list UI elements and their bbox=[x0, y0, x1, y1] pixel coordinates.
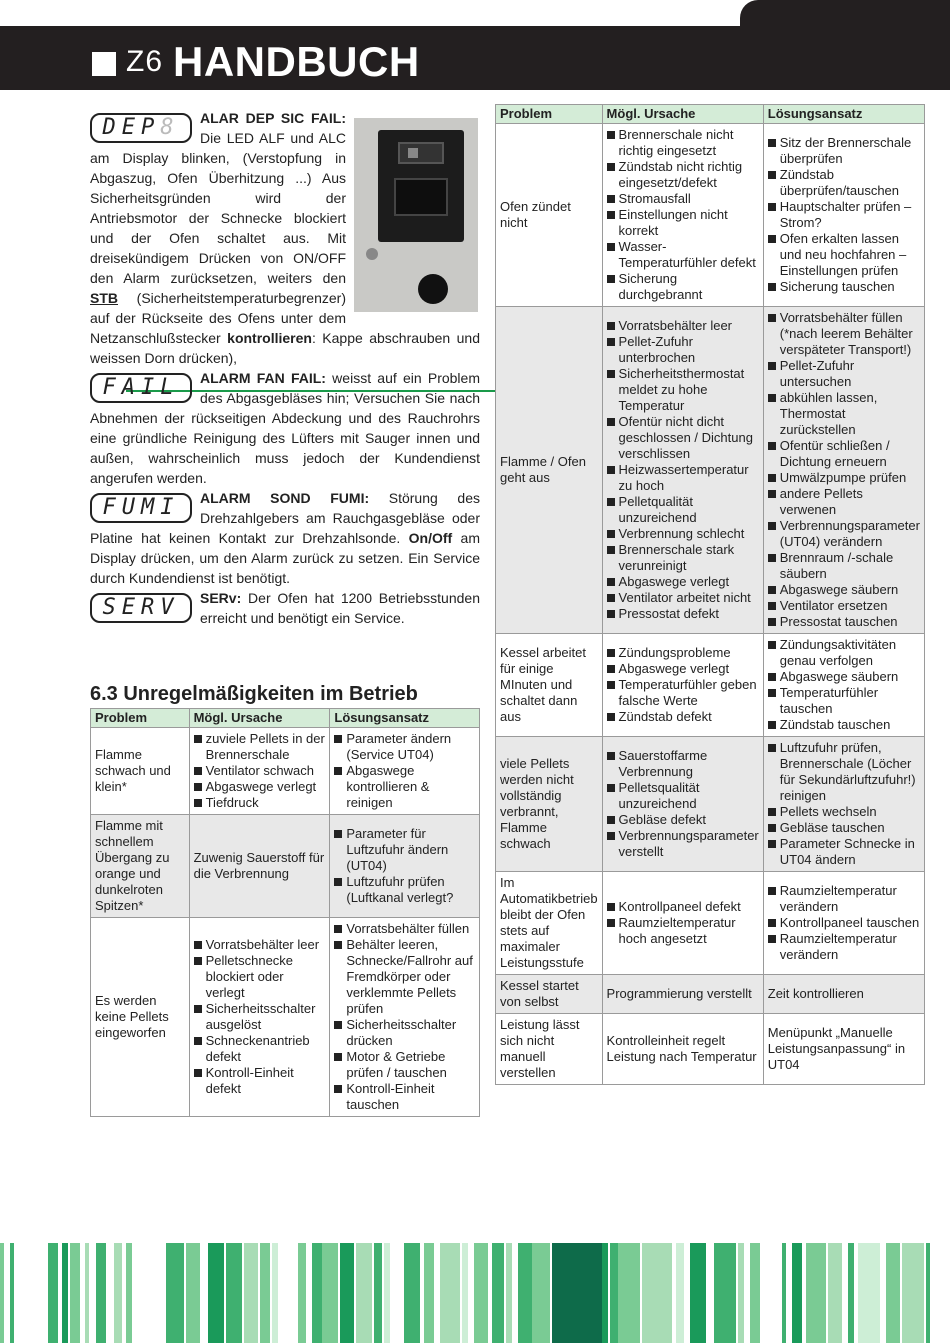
list-item: Kontroll-Einheit defekt bbox=[194, 1065, 326, 1097]
list-item: Verbrennungsparameter (UT04) verändern bbox=[768, 518, 920, 550]
alarm-title: ALAR DEP SIC FAIL: bbox=[200, 110, 346, 126]
stripe bbox=[10, 1243, 14, 1343]
stripe bbox=[642, 1243, 672, 1343]
list-item: Luftzufuhr prüfen, Brennerschale (Löcher für Sekundärluftzufuhr!) reinigen bbox=[768, 740, 920, 804]
solution-cell bbox=[763, 634, 924, 737]
lcd-display-icon: FUMI bbox=[90, 493, 192, 523]
troubleshooting-table-left bbox=[90, 708, 480, 1117]
problem-cell: Kessel arbeitet für einige MInuten und schaltet dann aus bbox=[496, 634, 603, 737]
stripe bbox=[166, 1243, 184, 1343]
table-row bbox=[91, 728, 480, 815]
alarm-title: ALARM SOND FUMI: bbox=[200, 490, 370, 506]
stripe bbox=[404, 1243, 420, 1343]
table-row bbox=[496, 307, 925, 634]
stripe bbox=[676, 1243, 684, 1343]
list-item: Abgaswege verlegt bbox=[607, 661, 759, 677]
cause-cell: Zuwenig Sauerstoff für die Verbrennung bbox=[189, 815, 330, 918]
list-item: Temperaturfühler geben falsche Werte bbox=[607, 677, 759, 709]
list-item: Abgaswege verlegt bbox=[194, 779, 326, 795]
stb-label: STB bbox=[90, 290, 118, 306]
alarm-fan: FAIL ALARM FAN FAIL: weisst auf ein Problem des Abgasgebläses hin; Versuchen Sie nach Abnehmen der rückseitigen Abdeckung und des Rauchrohrs eine gründliche Reinigung des Lüfters mit Sauger innen und außen, wahrscheinlich muss jedoch der Kundendienst angerufen werden. bbox=[90, 370, 480, 486]
list-item: Raumzieltemperatur verändern bbox=[768, 931, 920, 963]
stripe bbox=[750, 1243, 760, 1343]
cause-cell bbox=[189, 728, 330, 815]
lcd-display-icon: DEP8 bbox=[90, 113, 192, 143]
column-header: Mögl. Ursache bbox=[189, 709, 330, 728]
list-item: Ventilator arbeitet nicht bbox=[607, 590, 759, 606]
list-item: Pelletsqualität unzureichend bbox=[607, 780, 759, 812]
list-item: Heizwassertemperatur zu hoch bbox=[607, 462, 759, 494]
solution-cell: Zeit kontrollieren bbox=[763, 975, 924, 1014]
solution-cell bbox=[763, 737, 924, 872]
stripe bbox=[424, 1243, 434, 1343]
alarm-fumi: FUMI ALARM SOND FUMI: Störung des Drehzahlgebers am Rauchgasgebläse oder Platine hat keinen Kontakt zur Drehzahlsonde. On/Off am Display drücken, um den Alarm zurück zu setzen. Ein Service durch Kundendienst ist benötigt. bbox=[90, 490, 480, 586]
stripe bbox=[506, 1243, 512, 1343]
problem-cell: Flamme mit schnellem Übergang zu orange und dunkelroten Spitzen* bbox=[91, 815, 190, 918]
table-row bbox=[496, 634, 925, 737]
list-item: Stromausfall bbox=[607, 191, 759, 207]
stripe bbox=[610, 1243, 618, 1343]
list-item: Abgaswege säubern bbox=[768, 582, 920, 598]
list-item: Pellet-Zufuhr untersuchen bbox=[768, 358, 920, 390]
list-item: Kontrollpaneel tauschen bbox=[768, 915, 920, 931]
stripe bbox=[244, 1243, 258, 1343]
cause-cell: Programmierung verstellt bbox=[602, 975, 763, 1014]
table-row bbox=[496, 872, 925, 975]
list-item: Sicherheitsthermostat meldet zu hohe Temperatur bbox=[607, 366, 759, 414]
stripe bbox=[298, 1243, 306, 1343]
list-item: Vorratsbehälter leer bbox=[607, 318, 759, 334]
list-item: Temperaturfühler tauschen bbox=[768, 685, 920, 717]
list-item: Parameter ändern (Service UT04) bbox=[334, 731, 475, 763]
list-item: Abgaswege verlegt bbox=[607, 574, 759, 590]
list-item: Raumzieltemperatur hoch angesetzt bbox=[607, 915, 759, 947]
square-icon bbox=[92, 52, 116, 76]
stripe bbox=[440, 1243, 460, 1343]
list-item: Pellet-Zufuhr unterbrochen bbox=[607, 334, 759, 366]
stripe bbox=[384, 1243, 390, 1343]
list-item: Parameter Schnecke in UT04 ändern bbox=[768, 836, 920, 868]
cause-cell bbox=[602, 307, 763, 634]
column-header: Lösungsansatz bbox=[763, 105, 924, 124]
cause-cell bbox=[602, 872, 763, 975]
column-header: Mögl. Ursache bbox=[602, 105, 763, 124]
stripe bbox=[208, 1243, 224, 1343]
column-header: Lösungsansatz bbox=[330, 709, 480, 728]
problem-cell: Flamme schwach und klein* bbox=[91, 728, 190, 815]
stripe bbox=[340, 1243, 354, 1343]
stripe bbox=[226, 1243, 242, 1343]
solution-cell bbox=[763, 872, 924, 975]
troubleshooting-table-right bbox=[495, 104, 925, 1085]
stripe bbox=[492, 1243, 504, 1343]
list-item: Zündstab überprüfen/tauschen bbox=[768, 167, 920, 199]
list-item: Ofentür schließen / Dichtung erneuern bbox=[768, 438, 920, 470]
stripe bbox=[902, 1243, 924, 1343]
solution-cell: Menüpunkt „Manuelle Leistungsanpassung“ in UT04 bbox=[763, 1014, 924, 1085]
stripe bbox=[552, 1243, 602, 1343]
stripe bbox=[828, 1243, 842, 1343]
alarm-descriptions bbox=[90, 108, 480, 628]
list-item: Kontroll-Einheit tauschen bbox=[334, 1081, 475, 1113]
list-item: Vorratsbehälter füllen (*nach leerem Behälter verspäteter Transport!) bbox=[768, 310, 920, 358]
solution-cell bbox=[330, 918, 480, 1117]
table-row bbox=[91, 815, 480, 918]
list-item: Vorratsbehälter leer bbox=[194, 937, 326, 953]
list-item: Wasser-Temperaturfühler defekt bbox=[607, 239, 759, 271]
list-item: Raumzieltemperatur verändern bbox=[768, 883, 920, 915]
list-item: Pelletschnecke blockiert oder verlegt bbox=[194, 953, 326, 1001]
list-item: Zündstab nicht richtig eingesetzt/defekt bbox=[607, 159, 759, 191]
stripe bbox=[260, 1243, 270, 1343]
stripe bbox=[690, 1243, 706, 1343]
list-item: Behälter leeren, Schnecke/Fallrohr auf Fremdkörper oder verklemmte Pellets prüfen bbox=[334, 937, 475, 1017]
problem-cell: Flamme / Ofen geht aus bbox=[496, 307, 603, 634]
list-item: Sicherheitsschalter ausgelöst bbox=[194, 1001, 326, 1033]
solution-cell bbox=[330, 728, 480, 815]
stripe bbox=[782, 1243, 786, 1343]
table-row bbox=[496, 124, 925, 307]
list-item: Sauerstoffarme Verbrennung bbox=[607, 748, 759, 780]
table-row bbox=[496, 1014, 925, 1085]
stripe bbox=[714, 1243, 736, 1343]
stripe bbox=[186, 1243, 200, 1343]
header-title bbox=[92, 38, 420, 86]
list-item: Pressostat defekt bbox=[607, 606, 759, 622]
list-item: Brennraum /-schale säubern bbox=[768, 550, 920, 582]
stripe bbox=[518, 1243, 532, 1343]
list-item: Umwälzpumpe prüfen bbox=[768, 470, 920, 486]
list-item: Verbrennung schlecht bbox=[607, 526, 759, 542]
problem-cell: viele Pellets werden nicht vollständig verbrannt, Flamme schwach bbox=[496, 737, 603, 872]
alarm-title: ALARM FAN FAIL: bbox=[200, 370, 326, 386]
list-item: Abgaswege kontrollieren & reinigen bbox=[334, 763, 475, 811]
stripe bbox=[70, 1243, 80, 1343]
stripe bbox=[126, 1243, 132, 1343]
list-item: Pellets wechseln bbox=[768, 804, 920, 820]
stripe bbox=[926, 1243, 930, 1343]
list-item: andere Pellets verwenen bbox=[768, 486, 920, 518]
solution-cell bbox=[330, 815, 480, 918]
list-item: Parameter für Luftzufuhr ändern (UT04) bbox=[334, 826, 475, 874]
stripe bbox=[462, 1243, 468, 1343]
solution-cell bbox=[763, 124, 924, 307]
solution-cell bbox=[763, 307, 924, 634]
stove-back-photo bbox=[354, 118, 478, 312]
page-header bbox=[0, 0, 950, 90]
list-item: Sicherung durchgebrannt bbox=[607, 271, 759, 303]
list-item: Luftzufuhr prüfen (Luftkanal verlegt? bbox=[334, 874, 475, 906]
cause-cell: Kontrolleinheit regelt Leistung nach Temperatur bbox=[602, 1014, 763, 1085]
stripe bbox=[618, 1243, 640, 1343]
table-row bbox=[496, 737, 925, 872]
cause-cell bbox=[602, 737, 763, 872]
stripe bbox=[62, 1243, 68, 1343]
header-code: Z6 bbox=[126, 45, 164, 78]
stripe bbox=[806, 1243, 826, 1343]
list-item: Pressostat tauschen bbox=[768, 614, 920, 630]
stripe bbox=[356, 1243, 372, 1343]
list-item: Hauptschalter prüfen – Strom? bbox=[768, 199, 920, 231]
list-item: Motor & Getriebe prüfen / tauschen bbox=[334, 1049, 475, 1081]
stripe bbox=[848, 1243, 854, 1343]
alarm-serv: SERV SERv: Der Ofen hat 1200 Betriebsstunden erreicht und benötigt ein Service. bbox=[90, 588, 480, 628]
list-item: Sitz der Brennerschale überprüfen bbox=[768, 135, 920, 167]
stripe bbox=[0, 1243, 4, 1343]
stripe bbox=[322, 1243, 338, 1343]
list-item: Sicherung tauschen bbox=[768, 279, 920, 295]
stripe bbox=[602, 1243, 608, 1343]
header-word: HANDBUCH bbox=[173, 38, 420, 85]
lcd-display-icon: SERV bbox=[90, 593, 192, 623]
stb-button-icon bbox=[418, 274, 448, 304]
table-row bbox=[496, 975, 925, 1014]
list-item: Zündstab tauschen bbox=[768, 717, 920, 733]
stripe bbox=[792, 1243, 802, 1343]
list-item: Ventilator ersetzen bbox=[768, 598, 920, 614]
stripe bbox=[96, 1243, 106, 1343]
problem-cell: Kessel startet von selbst bbox=[496, 975, 603, 1014]
list-item: Zündungsaktivitäten genau verfolgen bbox=[768, 637, 920, 669]
list-item: Verbrennungsparameter verstellt bbox=[607, 828, 759, 860]
cause-cell bbox=[602, 124, 763, 307]
problem-cell: Leistung lässt sich nicht manuell verstellen bbox=[496, 1014, 603, 1085]
list-item: Vorratsbehälter füllen bbox=[334, 921, 475, 937]
stripe bbox=[858, 1243, 880, 1343]
stripe bbox=[312, 1243, 322, 1343]
decorative-stripes bbox=[0, 1243, 950, 1343]
list-item: Gebläse defekt bbox=[607, 812, 759, 828]
stripe bbox=[474, 1243, 488, 1343]
list-item: Pelletqualität unzureichend bbox=[607, 494, 759, 526]
stripe bbox=[532, 1243, 550, 1343]
table-row bbox=[91, 918, 480, 1117]
stripe bbox=[48, 1243, 58, 1343]
stripe bbox=[114, 1243, 122, 1343]
section-title: 6.3 Unregelmäßigkeiten im Betrieb bbox=[90, 683, 418, 705]
list-item: abkühlen lassen, Thermostat zurückstellen bbox=[768, 390, 920, 438]
list-item: Gebläse tauschen bbox=[768, 820, 920, 836]
list-item: Ofen erkalten lassen und neu hochfahren – Einstellungen prüfen bbox=[768, 231, 920, 279]
list-item: Zündungsprobleme bbox=[607, 645, 759, 661]
stripe bbox=[738, 1243, 744, 1343]
column-header: Problem bbox=[496, 105, 603, 124]
list-item: Zündstab defekt bbox=[607, 709, 759, 725]
list-item: Schneckenantrieb defekt bbox=[194, 1033, 326, 1065]
stripe bbox=[85, 1243, 89, 1343]
list-item: Brennerschale nicht richtig eingesetzt bbox=[607, 127, 759, 159]
problem-cell: Es werden keine Pellets eingeworfen bbox=[91, 918, 190, 1117]
list-item: Sicherheitsschalter drücken bbox=[334, 1017, 475, 1049]
problem-cell: Im Automatikbetrieb bleibt der Ofen stets auf maximaler Leistungsstufe bbox=[496, 872, 603, 975]
list-item: Tiefdruck bbox=[194, 795, 326, 811]
lcd-display-icon: FAIL bbox=[90, 373, 192, 403]
column-header: Problem bbox=[91, 709, 190, 728]
problem-cell: Ofen zündet nicht bbox=[496, 124, 603, 307]
stripe bbox=[886, 1243, 900, 1343]
cause-cell bbox=[602, 634, 763, 737]
stripe bbox=[374, 1243, 382, 1343]
cause-cell bbox=[189, 918, 330, 1117]
stripe bbox=[272, 1243, 278, 1343]
list-item: Brennerschale stark verunreinigt bbox=[607, 542, 759, 574]
list-item: Abgaswege säubern bbox=[768, 669, 920, 685]
list-item: Ventilator schwach bbox=[194, 763, 326, 779]
list-item: Einstellungen nicht korrekt bbox=[607, 207, 759, 239]
list-item: Ofentür nicht dicht geschlossen / Dichtung verschlissen bbox=[607, 414, 759, 462]
list-item: zuviele Pellets in der Brennerschale bbox=[194, 731, 326, 763]
list-item: Kontrollpaneel defekt bbox=[607, 899, 759, 915]
alarm-title: SERv: bbox=[200, 590, 242, 606]
alarm-dep: DEP8 ALAR DEP SIC FAIL: Die LED ALF und ALC am Display blinken, (Verstopfung in Abgaszug, Ofen Überhitzung ...) Aus Sicherheitsgründen wird der Antriebsmotor der Schnecke blockiert und der Ofen schaltet aus. Mit dreisekündigem Drücken von ON/OFF den Alarm zurücksetzen, weiters den STB (Sicherheitstemperaturbegrenzer) auf der Rückseite des Ofens unter dem Netzanschlußstecker kontrollieren: Kappe abschrauben und weissen Dorn drücken), bbox=[90, 108, 480, 368]
